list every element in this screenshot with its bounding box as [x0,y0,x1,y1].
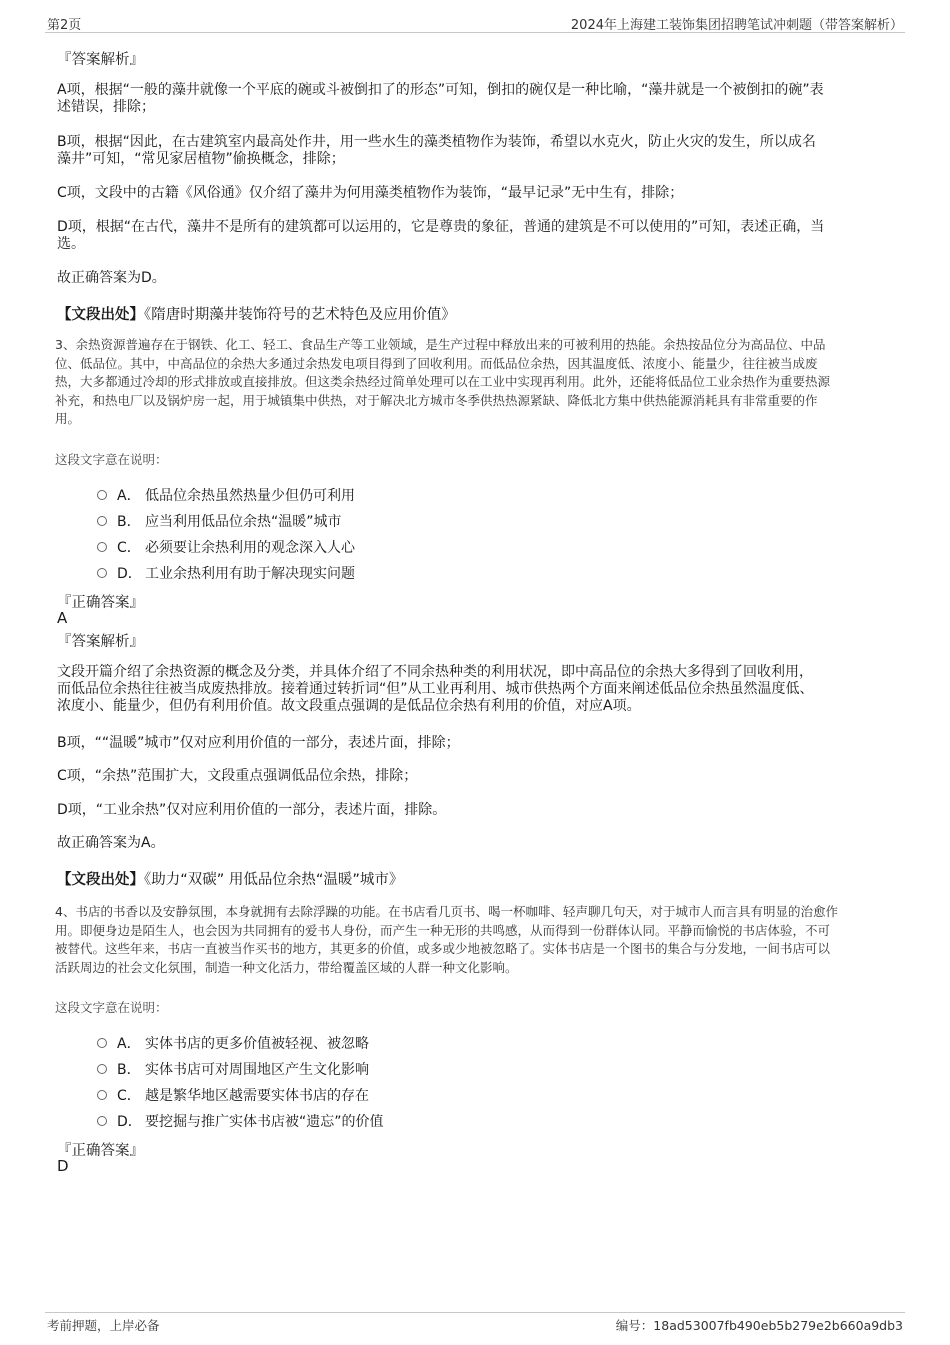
analysis-label: 『答案解析』 [57,52,144,68]
radio-icon[interactable] [97,490,107,500]
question-4-stem: 4、书店的书香以及安静氛围，本身就拥有去除浮躁的功能。在书店看几页书、喝一杯咖啡、轻声聊几句天，对于城市人而言具有明显的治愈作 用。即便身边是陌生人，也会因为共同拥有的爱书人身份，而产生一种无形的共鸣感，从而得到一份群体认同。平静而愉悦的书店体验，不可 被替代。这些年来，书店一直被当作买书的地方，其更多的价值，或多或少地被忽略了。实体书店是一个图书的集合与分发地，一间书店可以 活跃周边的社会文化氛围，制造一种文化活力，带给覆盖区域的人群一种文化影响。 [55,904,838,975]
analysis-paragraph-b: B项，根据“因此，在古建筑室内最高处作井，用一些水生的藻类植物作为装饰，希望以水克火，防止火灾的发生，所以成名 藻井”可知，“常见家居植物”偷换概念，排除； [57,134,816,167]
q3-conclusion: 故正确答案为A。 [57,835,165,851]
radio-icon[interactable] [97,568,107,578]
q3-note-c: C项，“余热”范围扩大，文段重点强调低品位余热，排除； [57,768,418,784]
correct-answer-label: 『正确答案』 [57,1143,144,1159]
analysis-paragraph-a: A项，根据“一般的藻井就像一个平底的碗或斗被倒扣了的形态”可知，倒扣的碗仅是一种比喻，“藻井就是一个被倒扣的碗”表 述错误，排除； [57,82,824,115]
conclusion: 故正确答案为D。 [57,270,166,286]
q3-option-d[interactable]: D． 工业余热利用有助于解决现实问题 [97,563,355,583]
q3-note-d: D项，“工业余热”仅对应利用价值的一部分，表述片面，排除。 [57,802,447,818]
analysis-paragraph-d: D项，根据“在古代，藻井不是所有的建筑都可以运用的，它是尊贵的象征，普通的建筑是不可以使用的”可知，表述正确，当 选。 [57,219,825,252]
correct-answer: D [57,1157,69,1175]
radio-icon[interactable] [97,542,107,552]
q4-option-d[interactable]: D． 要挖掘与推广实体书店被“遗忘”的价值 [97,1111,384,1131]
q4-option-b[interactable]: B． 实体书店可对周围地区产生文化影响 [97,1059,369,1079]
page-footer [45,1312,905,1333]
document-title: 2024年上海建工装饰集团招聘笔试冲刺题（带答案解析） [570,18,903,33]
page-number: 第2页 [47,18,82,33]
q3-note-b: B项，““温暖”城市”仅对应利用价值的一部分，表述片面，排除； [57,735,460,751]
source-line [57,303,895,324]
radio-icon[interactable] [97,1090,107,1100]
analysis-label: 『答案解析』 [57,634,144,650]
source-title: 《助力“双碳” 用低品位余热“温暖”城市》 [144,872,404,888]
correct-answer: A [57,609,68,627]
question-3-ask: 这段文字意在说明： [55,452,168,467]
correct-answer-label: 『正确答案』 [57,595,144,611]
question-4-ask: 这段文字意在说明： [55,1000,168,1015]
q4-option-a[interactable]: A． 实体书店的更多价值被轻视、被忽略 [97,1033,369,1053]
radio-icon[interactable] [97,516,107,526]
source-tag: 【文段出处】 [57,307,144,323]
footer-serial: 编号：18ad53007fb490eb5b279e2b660a9db3 [615,1318,903,1333]
radio-icon[interactable] [97,1064,107,1074]
source-tag: 【文段出处】 [57,872,144,888]
source-title: 《隋唐时期藻井装饰符号的艺术特色及应用价值》 [144,307,456,323]
q3-option-b[interactable]: B． 应当利用低品位余热“温暖”城市 [97,511,342,531]
footer-slogan: 考前押题，上岸必备 [47,1318,160,1333]
source-line [57,868,895,889]
q3-analysis: 文段开篇介绍了余热资源的概念及分类，并具体介绍了不同余热种类的利用状况，即中高品位的余热大多得到了回收利用， 而低品位余热往往被当成废热排放。接着通过转折词“但”从工业再利用、城市供热两个方面来阐述低品位余热虽然温度低、 浓度小、能量少，但仍有利用价值。故文段重点强调的是低品位余热有利用的价值，对应A项。 [57,664,814,714]
question-3-stem: 3、余热资源普遍存在于钢铁、化工、轻工、食品生产等工业领域，是生产过程中释放出来的可被利用的热能。余热按品位分为高品位、中品 位、低品位。其中，中高品位的余热大多通过余热发电项目得到了回收利用。而低品位余热，因其温度低、浓度小、能量少，往往被当成废 热，大多都通过冷却的形式排放或直接排放。但这类余热经过简单处理可以在工业中实现再利用。此外，还能将低品位工业余热作为重要热源 补充，和热电厂以及锅炉房一起，用于城镇集中供热，对于解决北方城市冬季供热热源紧缺、降低北方集中供热能源消耗具有非常重要的作 用。 [55,337,831,426]
q3-option-a[interactable]: A． 低品位余热虽然热量少但仍可利用 [97,485,355,505]
analysis-paragraph-c: C项，文段中的古籍《风俗通》仅介绍了藻井为何用藻类植物作为装饰，“最早记录”无中生有，排除； [57,185,684,201]
radio-icon[interactable] [97,1038,107,1048]
radio-icon[interactable] [97,1116,107,1126]
q4-option-c[interactable]: C． 越是繁华地区越需要实体书店的存在 [97,1085,369,1105]
q3-option-c[interactable]: C． 必须要让余热利用的观念深入人心 [97,537,355,557]
page-header [45,12,905,33]
